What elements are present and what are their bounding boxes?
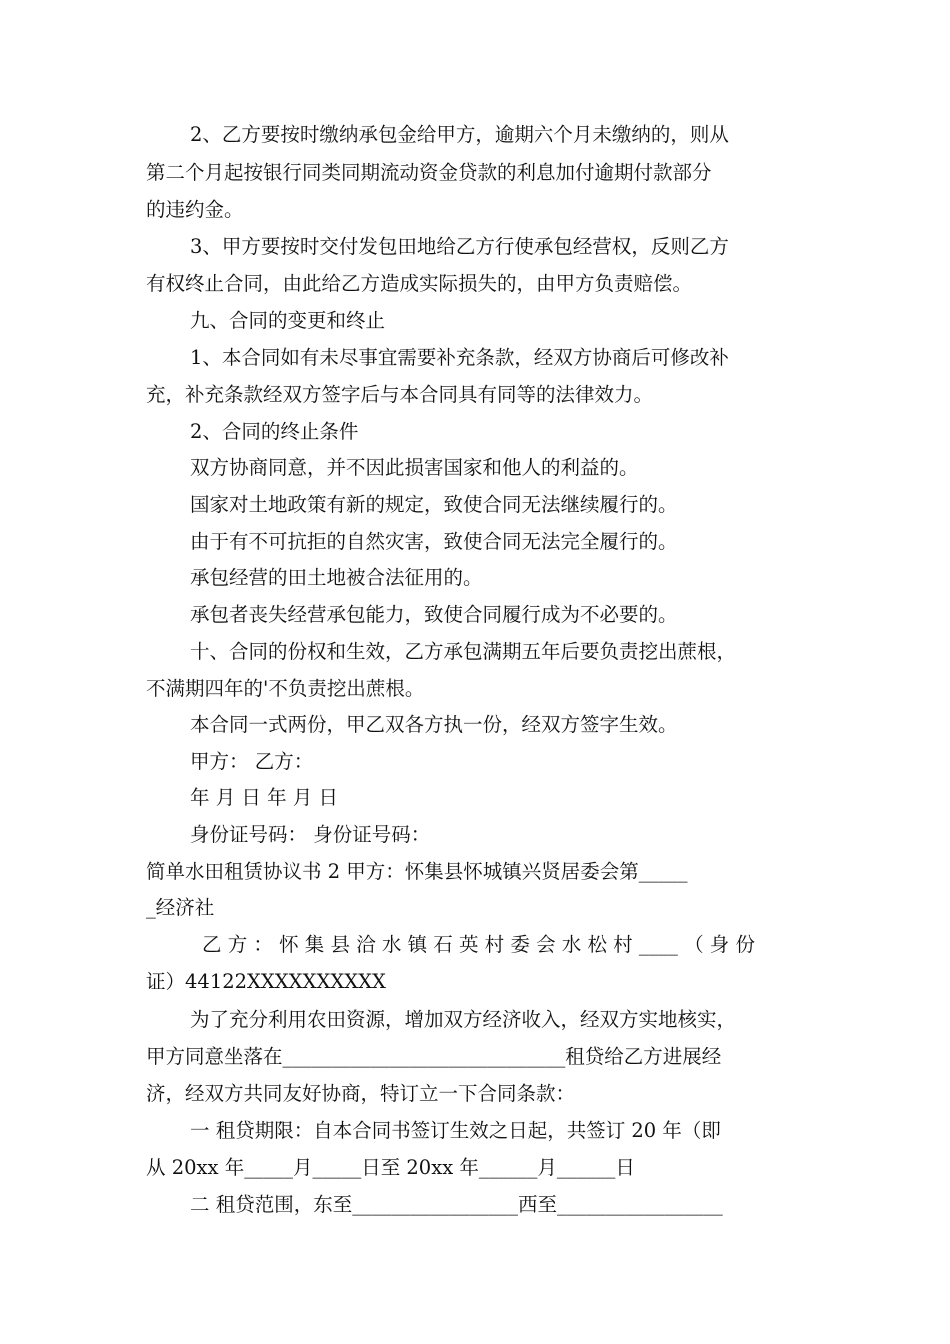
text-line: 承包经营的田土地被合法征用的。 [190, 566, 483, 589]
text-line: 2、合同的终止条件 [190, 420, 359, 443]
text-line: 的违约金。 [146, 198, 244, 221]
section-heading: 九、合同的变更和终止 [190, 309, 386, 332]
text-line: 第二个月起按银行同类同期流动资金贷款的利息加付逾期付款部分 [146, 161, 712, 184]
text-line: 3、甲方要按时交付发包田地给乙方行使承包经营权，反则乙方 [190, 235, 729, 258]
text-line: 从 20xx 年_____月_____日至 20xx 年______月______日 [146, 1156, 635, 1179]
section-heading: 十、合同的份权和生效，乙方承包满期五年后要负责挖出蔗根， [190, 640, 737, 663]
text-line: 2、乙方要按时缴纳承包金给甲方，逾期六个月未缴纳的，则从 [190, 123, 729, 146]
text-line: 甲方同意坐落在_____________________________租贷给乙方进展经 [146, 1045, 722, 1068]
text-line: 充，补充条款经双方签字后与本合同具有同等的法律效力。 [146, 383, 654, 406]
text-line: 1、本合同如有未尽事宜需要补充条款，经双方协商后可修改补 [190, 346, 729, 369]
agreement-title-line: 简单水田租赁协议书 2 甲方：怀集县怀城镇兴贤居委会第_____ [146, 860, 688, 883]
signature-line: 甲方： 乙方： [190, 750, 314, 773]
text-line: 双方协商同意，并不因此损害国家和他人的利益的。 [190, 456, 639, 479]
text-line: 本合同一式两份，甲乙双各方执一份，经双方签字生效。 [190, 713, 678, 736]
text-line: 承包者丧失经营承包能力，致使合同履行成为不必要的。 [190, 603, 678, 626]
text-line: 不满期四年的'不负责挖出蔗根。 [146, 677, 425, 700]
clause-line: 一 租贷期限：自本合同书签订生效之日起，共签订 20 年（即 [190, 1119, 721, 1142]
clause-line: 二 租贷范围，东至_________________西至_________________ [190, 1193, 723, 1216]
text-line: 济，经双方共同友好协商，特订立一下合同条款： [146, 1082, 576, 1105]
text-line: 为了充分利用农田资源，增加双方经济收入，经双方实地核实， [190, 1008, 737, 1031]
text-line: _经济社 [146, 896, 215, 919]
text-line: 国家对土地政策有新的规定，致使合同无法继续履行的。 [190, 493, 678, 516]
date-line: 年 月 日 年 月 日 [190, 786, 338, 809]
id-number-line: 身份证号码： 身份证号码： [190, 823, 431, 846]
text-line: 证）44122XXXXXXXXXX [146, 970, 386, 993]
party-b-line: 乙 方 ： 怀 集 县 洽 水 镇 石 英 村 委 会 水 松 村 ____ （ 身 份 [202, 933, 755, 956]
text-line: 有权终止合同，由此给乙方造成实际损失的，由甲方负责赔偿。 [146, 272, 693, 295]
text-line: 由于有不可抗拒的自然灾害，致使合同无法完全履行的。 [190, 530, 678, 553]
